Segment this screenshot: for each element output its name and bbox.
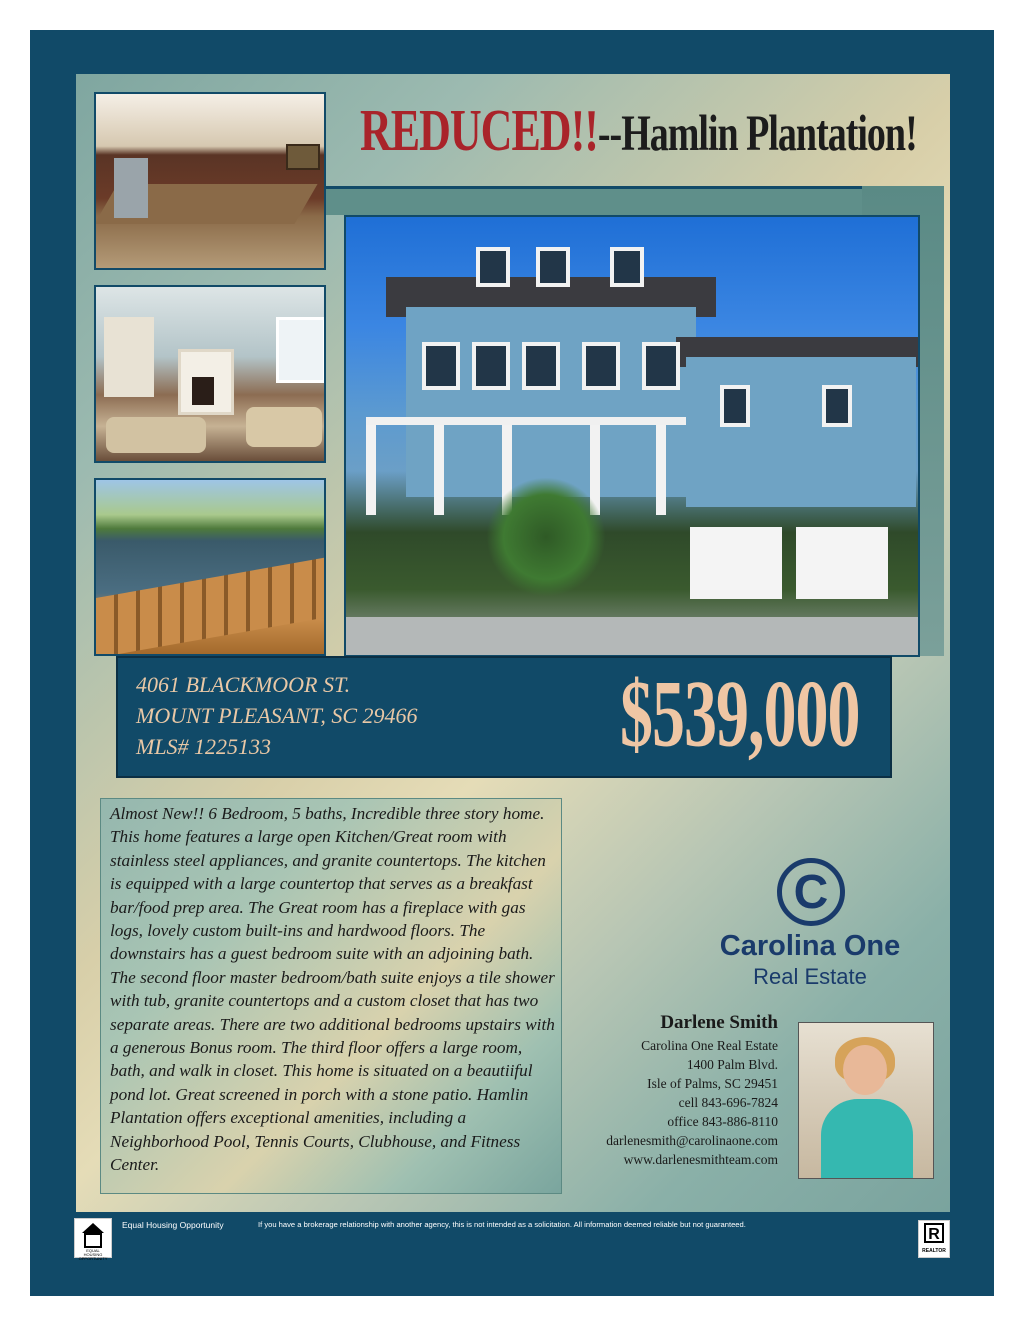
title-reduced: REDUCED!! (360, 97, 598, 164)
agent-website: www.darlenesmithteam.com (623, 1152, 778, 1167)
house-wing (686, 357, 916, 507)
agent-cell: cell 843-696-7824 (678, 1095, 778, 1110)
garage-door (690, 527, 782, 599)
driveway (346, 617, 918, 657)
realtor-text: REALTOR (922, 1248, 946, 1254)
equal-housing-icon (74, 1218, 112, 1261)
property-description: Almost New!! 6 Bedroom, 5 baths, Incredible three story home. This home features a large open Kitchen/Great room with stainless steel appliances, and granite countertops. The kitchen is equipped with a large countertop that serves as a breakfast bar/food prep area. The Great room has a fireplace with gas logs, lovely custom built-ins and hardwood floors. The downstairs has a guest bedroom suite with an adjoining bath. The second floor master bedroom/bath suite enjoys a tile shower with tub, granite countertops and a custom closet that has two separate areas. There are two additional bedrooms upstairs with a generous Bonus room. The third floor offers a large room, bath, and walk in closet. This home is situated on a beautiiful pond lot. Great screened in porch with a stone patio. Hamlin Plantation offers exceptional amenities, including a Neighborhood Pool, Tennis Courts, Clubhouse, and Fitness Center. (110, 804, 555, 1175)
agent-street: 1400 Palm Blvd. (686, 1057, 778, 1072)
dormer-window (476, 247, 510, 287)
house-window (522, 342, 560, 390)
agent-city: Isle of Palms, SC 29451 (647, 1076, 778, 1091)
house-window (582, 342, 620, 390)
agent-name: Darlene Smith (660, 1012, 778, 1033)
listing-price: $539,000 (620, 661, 860, 768)
porch-column (366, 425, 376, 515)
agent-email: darlenesmith@carolinaone.com (606, 1133, 778, 1148)
equal-housing-logo-text: EQUAL HOUSING OPPORTUNITY (78, 1248, 108, 1261)
house-window (472, 342, 510, 390)
porch-column (656, 425, 666, 515)
agent-office: office 843-886-8110 (667, 1114, 778, 1129)
kitchen-photo (94, 92, 326, 270)
house-exterior-photo (344, 215, 920, 657)
brand-name: Carolina One (719, 930, 901, 962)
footer-disclaimer: If you have a brokerage relationship with another agency, this is not intended as a solicitation. All information deemed reliable but not guaranteed. (258, 1220, 746, 1229)
realtor-letter: R (924, 1223, 944, 1243)
pond-photo (94, 478, 326, 656)
mls-number: MLS# 1225133 (136, 734, 272, 759)
house-window (422, 342, 460, 390)
carolina-one-logo-icon: C (777, 858, 845, 926)
brand-subtitle: Real Estate (753, 964, 867, 989)
agent-body (821, 1099, 913, 1179)
garage-door (796, 527, 888, 599)
equal-housing-label: Equal Housing Opportunity (122, 1220, 224, 1230)
agent-portrait-photo (798, 1022, 934, 1179)
house-window (642, 342, 680, 390)
living-room-photo (94, 285, 326, 463)
house-window (822, 385, 852, 427)
address-city: MOUNT PLEASANT, SC 29466 (136, 703, 418, 728)
realtor-icon (918, 1220, 950, 1258)
agent-company: Carolina One Real Estate (641, 1038, 778, 1053)
agent-face (843, 1045, 887, 1095)
palm-tree (486, 477, 606, 597)
house-window (720, 385, 750, 427)
title-location: --Hamlin Plantation! (597, 105, 917, 163)
address-street: 4061 BLACKMOOR ST. (136, 672, 351, 697)
dormer-window (610, 247, 644, 287)
porch-column (434, 425, 444, 515)
flyer-title (360, 96, 920, 201)
dormer-window (536, 247, 570, 287)
